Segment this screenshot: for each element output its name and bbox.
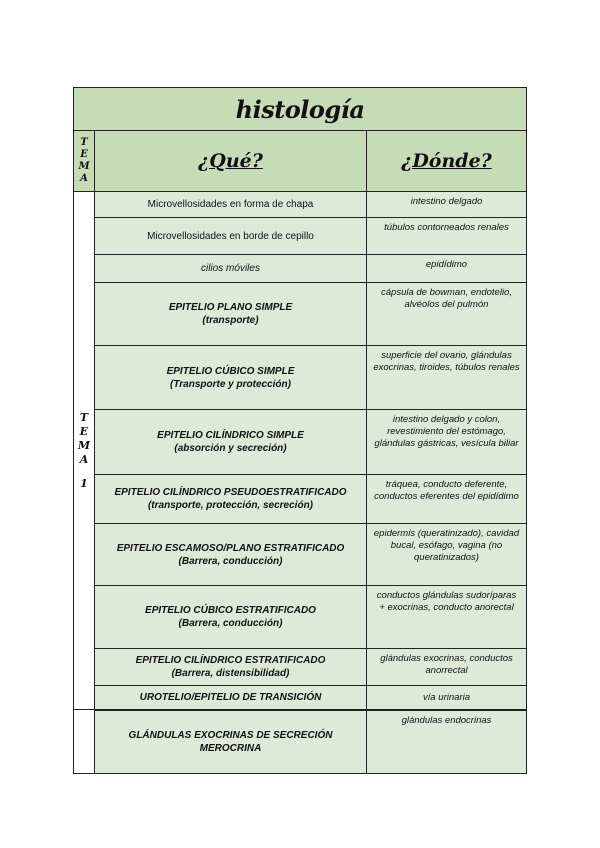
que-cell: UROTELIO/EPITELIO DE TRANSICIÓN bbox=[95, 686, 367, 709]
que-cell bbox=[95, 283, 367, 345]
table-row bbox=[95, 524, 526, 586]
header-donde: ¿Dónde? bbox=[401, 150, 492, 172]
table-row bbox=[95, 255, 526, 283]
table-row bbox=[95, 346, 526, 410]
donde-cell: túbulos contorneados renales bbox=[384, 222, 509, 233]
que-subtitle: (Barrera, conducción) bbox=[178, 555, 283, 567]
que-cell: GLÁNDULAS EXOCRINAS DE SECRECIÓN MEROCRINA bbox=[95, 711, 367, 773]
tema-column bbox=[74, 131, 95, 773]
tema-letter: A bbox=[80, 173, 88, 184]
tema-letter: T bbox=[80, 137, 88, 148]
donde-cell: intestino delgado bbox=[410, 196, 483, 207]
tema-empty bbox=[74, 710, 94, 773]
tema-letter: T bbox=[79, 410, 89, 424]
que-cell bbox=[95, 346, 367, 409]
donde-cell: cápsula de bowman, endotelio, alvéolos del pulmón bbox=[381, 287, 512, 310]
table-row bbox=[95, 475, 526, 524]
que-subtitle: (Transporte y protección) bbox=[170, 378, 291, 390]
que-subtitle: (transporte) bbox=[202, 315, 259, 326]
donde-cell: vía urinaria bbox=[423, 691, 470, 703]
donde-cell: glándulas endocrinas bbox=[401, 715, 492, 726]
que-title: EPITELIO CILÍNDRICO ESTRATIFICADO bbox=[135, 655, 326, 666]
que-cell: cilios móviles bbox=[95, 255, 367, 282]
que-cell bbox=[95, 410, 367, 474]
que-title: EPITELIO PLANO SIMPLE bbox=[168, 302, 293, 313]
donde-cell: conductos glándulas sudoríparas + exocrinas, conducto anorectal bbox=[376, 590, 517, 613]
que-cell: Microvellosidades en borde de cepillo bbox=[95, 218, 367, 254]
donde-cell: glándulas exocrinas, conductos anorrectal bbox=[380, 653, 513, 676]
histology-table bbox=[73, 87, 527, 774]
table-row bbox=[95, 586, 526, 649]
que-title: EPITELIO CILÍNDRICO PSEUDOESTRATIFICADO bbox=[114, 487, 347, 498]
tema-letter: M bbox=[78, 161, 90, 172]
table-row bbox=[95, 283, 526, 346]
table-grid bbox=[74, 131, 526, 773]
que-title: EPITELIO CILÍNDRICO SIMPLE bbox=[157, 430, 304, 441]
content-column bbox=[95, 131, 526, 773]
que-cell bbox=[95, 475, 367, 523]
que-subtitle: (Barrera, distensibilidad) bbox=[171, 668, 290, 679]
tema-number: 1 bbox=[80, 476, 88, 490]
que-subtitle: (Barrera, conducción) bbox=[178, 618, 283, 629]
que-title: EPITELIO ESCAMOSO/PLANO ESTRATIFICADO bbox=[116, 542, 345, 554]
que-cell bbox=[95, 586, 367, 648]
donde-cell: superficie del ovario, glándulas exocrinas, tiroides, túbulos renales bbox=[373, 350, 520, 373]
donde-cell: tráquea, conducto deferente, conductos eferentes del epidídimo bbox=[374, 479, 519, 502]
que-subtitle: (absorción y secreción) bbox=[174, 443, 287, 454]
que-title: EPITELIO CÚBICO ESTRATIFICADO bbox=[145, 605, 316, 616]
tema-header bbox=[74, 131, 94, 192]
que-title: EPITELIO CÚBICO SIMPLE bbox=[166, 365, 295, 377]
table-row bbox=[95, 410, 526, 475]
que-subtitle: (transporte, protección, secreción) bbox=[147, 500, 314, 511]
tema-letter: A bbox=[79, 452, 89, 466]
table-row bbox=[95, 218, 526, 255]
table-row bbox=[95, 192, 526, 218]
que-cell bbox=[95, 649, 367, 685]
table-row bbox=[95, 710, 526, 773]
table-row bbox=[95, 686, 526, 710]
donde-cell: intestino delgado y colon, revestimiento del estómago, glándulas gástricas, vesícula biliar bbox=[374, 414, 519, 449]
table-row bbox=[95, 649, 526, 686]
que-cell bbox=[95, 524, 367, 585]
header-que: ¿Qué? bbox=[95, 131, 367, 191]
tema-1-label bbox=[74, 192, 94, 710]
tema-letter: E bbox=[80, 149, 88, 160]
title-row bbox=[74, 88, 526, 131]
page-title: histología bbox=[235, 94, 365, 124]
tema-letter: E bbox=[79, 424, 89, 438]
donde-cell: epidídimo bbox=[425, 259, 468, 270]
que-cell: Microvellosidades en forma de chapa bbox=[95, 192, 367, 217]
header-row bbox=[95, 131, 526, 192]
tema-letter: M bbox=[77, 438, 91, 452]
donde-cell: epidermis (queratinizado), cavidad bucal, esófago, vagina (no queratinizados) bbox=[373, 528, 520, 563]
